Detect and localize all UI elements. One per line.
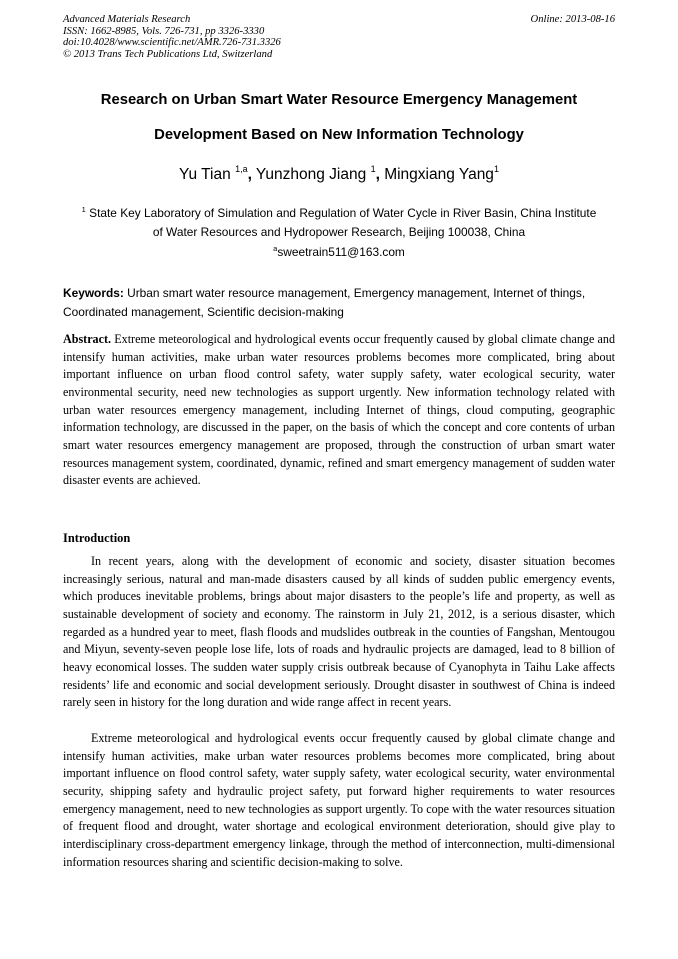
affiliation-line-2: of Water Resources and Hydropower Research, Beijing 100038, China (152, 225, 526, 239)
issn-line: ISSN: 1662-8985, Vols. 726-731, pp 3326-3330 (63, 25, 265, 37)
doi-line: doi:10.4028/www.scientific.net/AMR.726-731.3326 (63, 37, 281, 49)
keywords (63, 284, 615, 321)
author-separator: , (375, 166, 380, 183)
section-heading-introduction: Introduction (63, 531, 131, 545)
abstract-text: Extreme meteorological and hydrological events occur frequently caused by global climate change and intensify human activities, make urban water resources problems becomes more complicated, bring about important influence on urban flood control safety, water supply safety, water ecological security, water environmental security, need new technologies as support urgently. New information technology related with urban water resources emergency management, including Internet of things, cloud computing, geographic information technology, are discussed in the paper, on the basis of which the concept and core contents of urban smart water resources emergency management are proposed, through the construction of urban smart water resources management system, coordinated, dynamic, refined and smart emergency management of sudden water disaster events are achieved. (63, 332, 615, 488)
author-email (40, 243, 638, 261)
journal-name: Advanced Materials Research (63, 14, 191, 25)
introduction-paragraph-1: In recent years, along with the development of economic and society, disaster situation becomes increasingly serious, natural and man-made disasters caused by all kinds of sudden public emergency events, which produces inevitable problems, brings about major disasters to the people’s life and property, as well as sustainable development of society and economy. The rainstorm in July 21, 2012, is a serious disaster, which regarded as a hundred year to meet, flash floods and mudslides outbreak in the counties of Fangshan, Mentougou and Miyun, seventy-seven people lose life, lots of roads and hydraulic projects are damaged, lead to 8 billion of heavy economical losses. The sudden water supply crisis outbreak because of Cyanophyta in Taihu Lake affects residents’ life and economic and social development seriously. Drought disaster in southwest of China is indeed rarely seen in history for the long duration and wide range affect in recent years. (63, 554, 615, 710)
affiliation-mark: 1 (81, 205, 86, 214)
author-name: Yu Tian (179, 166, 231, 183)
author-name: Mingxiang Yang (384, 166, 494, 183)
affiliation-line-1: State Key Laboratory of Simulation and Regulation of Water Cycle in River Basin, China Institute (89, 206, 597, 220)
affiliation (63, 204, 615, 242)
author-affiliation-mark: 1 (370, 164, 376, 174)
journal-header (63, 14, 615, 60)
abstract (63, 331, 615, 490)
introduction-paragraph-2: Extreme meteorological and hydrological events occur frequently caused by global climate change and intensify human activities, make urban water resources problems becomes more complicated, bring about important influence on flood control safety, water supply safety, water ecological security, water environmental security, shipping safety and hydraulic project safety, put forward higher requirements to water resources emergency management, need to new technologies as support urgently. To cope with the water resources situation of frequent flood and drought, water shortage and ecological environment deterioration, should give play to interdisciplinary cross-department emergency linkage, through the method of interconnection, multi-dimensional information resources sharing and scientific decision-making to solve. (63, 731, 615, 869)
copyright-line: © 2013 Trans Tech Publications Ltd, Switzerland (63, 48, 273, 60)
author-name: Yunzhong Jiang (255, 166, 367, 183)
online-date: Online: 2013-08-16 (530, 14, 615, 25)
author-separator: , (247, 166, 252, 183)
email-address: sweetrain511@163.com (277, 245, 405, 259)
paper-title-line-1: Research on Urban Smart Water Resource Emergency Management (100, 92, 578, 108)
abstract-label: Abstract. (63, 332, 112, 346)
email-mark: a (273, 244, 278, 253)
author-affiliation-mark: 1 (493, 164, 499, 174)
keywords-text: Urban smart water resource management, Emergency management, Internet of things, Coordinated management, Scientific decision-making (63, 286, 586, 319)
paper-title-line-2: Development Based on New Information Technology (154, 127, 524, 143)
author-affiliation-mark: 1,a (235, 164, 248, 174)
author-list (40, 165, 638, 185)
keywords-label: Keywords: (63, 286, 124, 300)
